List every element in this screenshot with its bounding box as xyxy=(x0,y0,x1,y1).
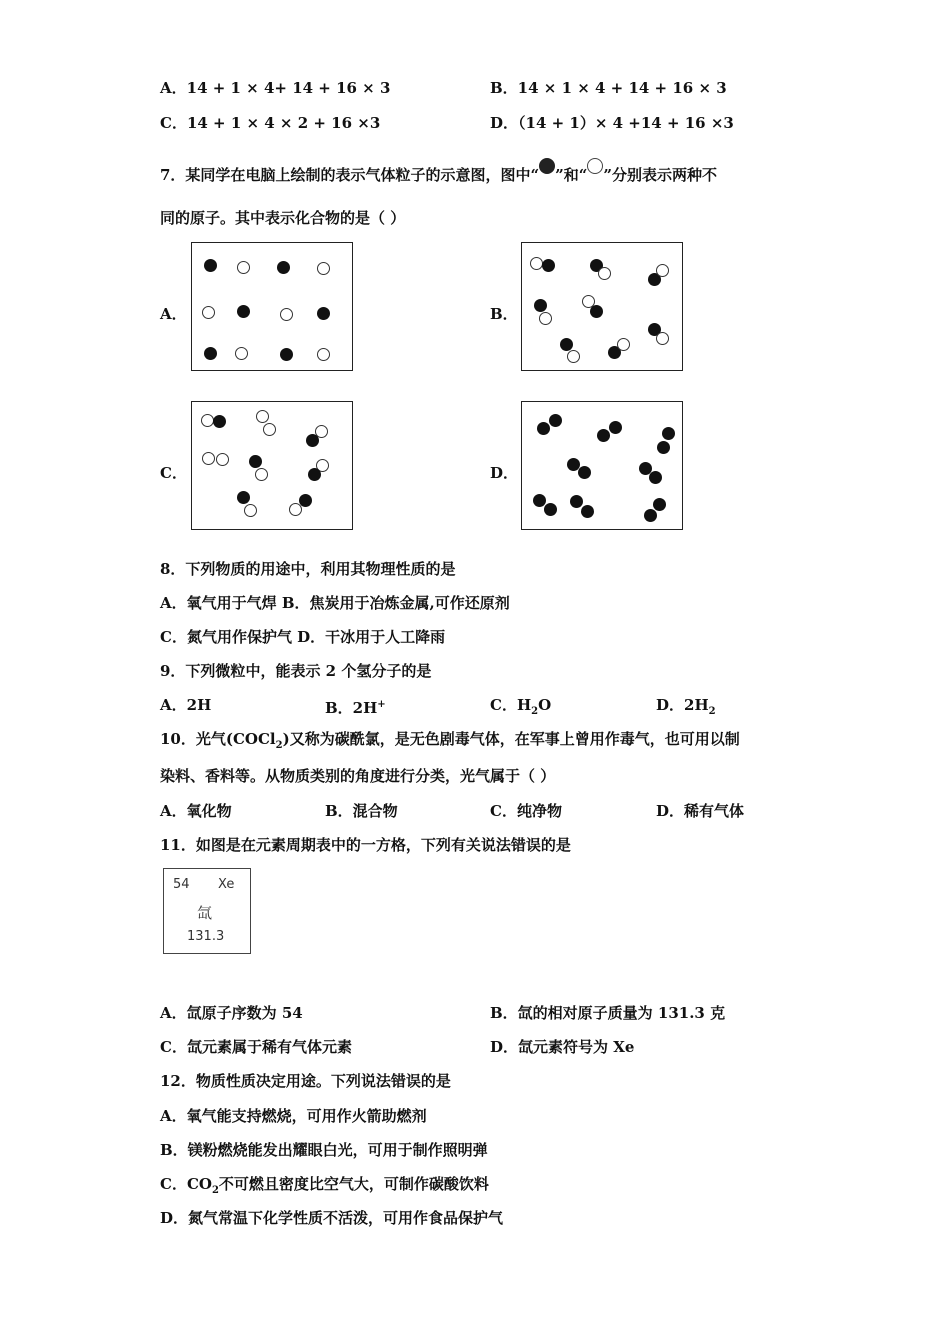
q7-label-b: B． xyxy=(490,305,518,323)
atom-hollow xyxy=(567,350,580,363)
q7-label-a: A． xyxy=(160,305,187,323)
atom-filled xyxy=(653,498,666,511)
atom-filled xyxy=(308,468,321,481)
atom-filled xyxy=(204,347,217,360)
atom-filled xyxy=(570,495,583,508)
q12-c-sub: 2 xyxy=(211,1185,219,1196)
atom-filled xyxy=(644,509,657,522)
atom-filled xyxy=(306,434,319,447)
atom-hollow xyxy=(656,332,669,345)
atom-hollow xyxy=(256,410,269,423)
q7-stem-line1 xyxy=(160,158,717,185)
atom-hollow xyxy=(598,267,611,280)
q12-option-b: B．镁粉燃烧能发出耀眼白光，可用于制作照明弹 xyxy=(160,1141,488,1159)
q10-option-a: A．氧化物 xyxy=(160,802,232,820)
q9-option-b xyxy=(325,695,386,718)
atom-hollow xyxy=(617,338,630,351)
q7-diagram-a xyxy=(191,242,353,371)
periodic-table-cell xyxy=(163,868,251,954)
atom-filled xyxy=(299,494,312,507)
atom-hollow xyxy=(530,257,543,270)
q7-label-d: D． xyxy=(490,464,519,482)
q10-stem-line2: 染料、香料等。从物质类别的角度进行分类，光气属于（ ） xyxy=(160,767,556,785)
q12-option-c xyxy=(160,1174,489,1201)
q11-option-d: D．氙元素符号为 Xe xyxy=(490,1038,635,1056)
atom-hollow xyxy=(317,348,330,361)
atom-hollow xyxy=(235,347,248,360)
q7-stem-line2: 同的原子。其中表示化合物的是（ ） xyxy=(160,209,406,227)
atom-filled xyxy=(277,261,290,274)
q7-stem-post: ”分别表示两种不 xyxy=(603,166,717,184)
atom-hollow xyxy=(263,423,276,436)
atom-filled xyxy=(549,414,562,427)
atom-hollow xyxy=(656,264,669,277)
q10-stem-sub: 2 xyxy=(275,740,283,751)
q11-option-b: B．氙的相对原子质量为 131.3 克 xyxy=(490,1004,726,1022)
atom-filled xyxy=(534,299,547,312)
atom-filled xyxy=(581,505,594,518)
q7-stem-mid: ”和“ xyxy=(555,166,588,184)
filled-atom-icon xyxy=(539,158,555,174)
atom-hollow xyxy=(244,504,257,517)
q9-stem: 9．下列微粒中，能表示 2 个氢分子的是 xyxy=(160,662,432,680)
q9-b-text: B．2H xyxy=(325,699,378,717)
q8-options-ab: A．氧气用于气焊 B．焦炭用于冶炼金属,可作还原剂 xyxy=(160,594,510,612)
atom-hollow xyxy=(255,468,268,481)
q9-c-text: C．H xyxy=(490,696,532,714)
element-symbol: Xe xyxy=(218,877,235,892)
atom-filled xyxy=(280,348,293,361)
q7-diagram-d xyxy=(521,401,683,530)
atom-filled xyxy=(542,259,555,272)
atom-filled xyxy=(544,503,557,516)
atom-filled xyxy=(578,466,591,479)
atom-filled xyxy=(609,421,622,434)
q6-option-b: B．14 × 1 × 4 + 14 + 16 × 3 xyxy=(490,79,727,97)
q9-option-c xyxy=(490,695,551,722)
q9-c-sub: 2 xyxy=(531,706,539,717)
q10-option-d: D．稀有气体 xyxy=(656,802,745,820)
q12-c-pre: C．CO xyxy=(160,1175,212,1193)
atom-hollow xyxy=(202,306,215,319)
atom-filled xyxy=(204,259,217,272)
q12-option-d: D．氮气常温下化学性质不活泼，可用作食品保护气 xyxy=(160,1209,504,1227)
q9-d-sub: 2 xyxy=(708,706,716,717)
atom-filled xyxy=(537,422,550,435)
atom-hollow xyxy=(237,261,250,274)
atom-filled xyxy=(237,491,250,504)
atom-filled xyxy=(249,455,262,468)
atomic-mass: 131.3 xyxy=(187,929,225,944)
atom-filled xyxy=(657,441,670,454)
atom-filled xyxy=(597,429,610,442)
q11-stem: 11．如图是在元素周期表中的一方格，下列有关说法错误的是 xyxy=(160,836,571,854)
atom-filled xyxy=(317,307,330,320)
atom-filled xyxy=(590,305,603,318)
atom-hollow xyxy=(539,312,552,325)
q10-stem-pre: 10．光气(COCl xyxy=(160,730,276,748)
q6-option-c: C．14 + 1 × 4 × 2 + 16 ×3 xyxy=(160,114,381,132)
q6-option-a: A．14 + 1 × 4+ 14 + 16 × 3 xyxy=(160,79,391,97)
atom-hollow xyxy=(317,262,330,275)
q12-option-a: A．氧气能支持燃烧，可用作火箭助燃剂 xyxy=(160,1107,427,1125)
q11-option-c: C．氙元素属于稀有气体元素 xyxy=(160,1038,352,1056)
q8-options-cd: C．氮气用作保护气 D．干冰用于人工降雨 xyxy=(160,628,446,646)
atom-filled xyxy=(213,415,226,428)
q7-diagram-b xyxy=(521,242,683,371)
q9-b-sup: + xyxy=(377,699,386,710)
q10-option-b: B．混合物 xyxy=(325,802,398,820)
atom-hollow xyxy=(280,308,293,321)
q11-option-a: A．氙原子序数为 54 xyxy=(160,1004,303,1022)
element-name: 氙 xyxy=(197,904,213,922)
q9-c-tail: O xyxy=(538,696,552,714)
q12-stem: 12．物质性质决定用途。下列说法错误的是 xyxy=(160,1072,451,1090)
q7-label-c: C． xyxy=(160,464,187,482)
atom-filled xyxy=(560,338,573,351)
q12-c-post: 不可燃且密度比空气大，可制作碳酸饮料 xyxy=(218,1175,489,1193)
atom-filled xyxy=(237,305,250,318)
q9-d-text: D．2H xyxy=(656,696,709,714)
q6-option-d: D．（14 + 1）× 4 +14 + 16 ×3 xyxy=(490,114,734,132)
q8-stem: 8．下列物质的用途中，利用其物理性质的是 xyxy=(160,560,456,578)
q10-option-c: C．纯净物 xyxy=(490,802,562,820)
q7-diagram-c xyxy=(191,401,353,530)
atom-filled xyxy=(662,427,675,440)
q9-option-d xyxy=(656,695,716,722)
q10-stem-line1 xyxy=(160,729,740,756)
hollow-atom-icon xyxy=(587,158,603,174)
atom-hollow xyxy=(216,453,229,466)
q7-stem-pre: 7．某同学在电脑上绘制的表示气体粒子的示意图，图中“ xyxy=(160,166,540,184)
atomic-number: 54 xyxy=(173,877,190,892)
atom-hollow xyxy=(202,452,215,465)
q9-option-a: A．2H xyxy=(160,696,212,714)
atom-filled xyxy=(649,471,662,484)
q10-stem-post: )又称为碳酰氯，是无色剧毒气体，在军事上曾用作毒气，也可用以制 xyxy=(282,730,740,748)
